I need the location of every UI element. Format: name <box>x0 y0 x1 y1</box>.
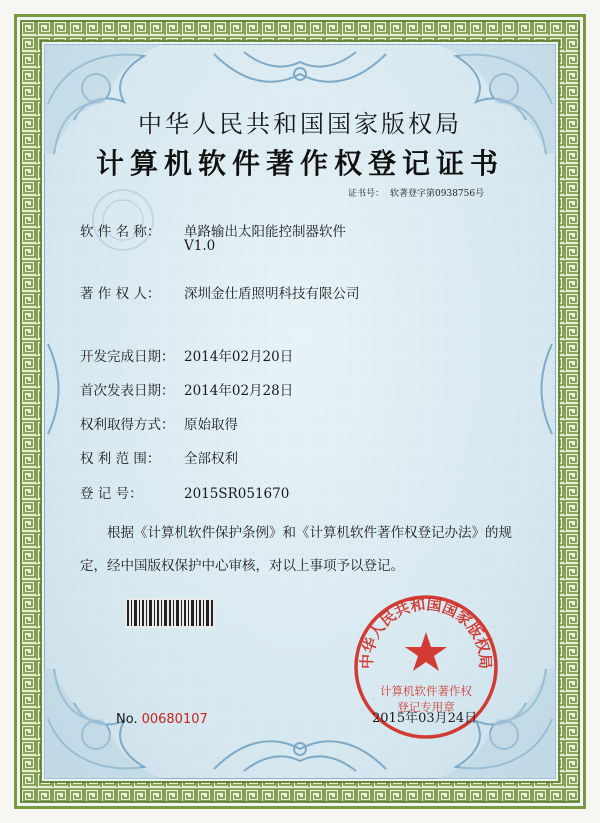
serial-number <box>116 712 208 727</box>
serial-value: 00680107 <box>141 712 208 727</box>
field-scope <box>80 447 238 467</box>
certificate-number-label: 证书号： <box>348 189 385 199</box>
field-label: 著 作 权 人： <box>80 286 161 302</box>
field-label: 权 利 范 围： <box>80 451 161 467</box>
field-value: 2014年02月28日 <box>184 383 294 399</box>
seal-line-2: 登记专用章 <box>397 700 455 714</box>
field-value: 全部权利 <box>184 451 238 467</box>
field-pub-date <box>80 379 293 399</box>
field-software-name <box>80 220 346 240</box>
field-value: 原始取得 <box>184 417 238 433</box>
barcode-icon <box>125 598 215 628</box>
field-value: 2015SR051670 <box>184 486 290 502</box>
issuing-authority: 中华人民共和国国家版权局 <box>138 110 462 138</box>
certificate-title: 计算机软件著作权登记证书 <box>95 147 504 180</box>
certificate-number-value: 软著登字第0938756号 <box>390 189 485 199</box>
field-label: 首次发表日期： <box>80 383 175 399</box>
field-label: 权利取得方式： <box>80 417 175 433</box>
seal-line-1: 计算机软件著作权 <box>380 684 472 698</box>
certification-statement: 根据《计算机软件保护条例》和《计算机软件著作权登记办法》的规定，经中国版权保护中心审核，对以上事项予以登记。 <box>80 525 512 574</box>
field-value: 深圳金仕盾照明科技有限公司 <box>184 286 360 302</box>
field-dev-date <box>80 345 293 365</box>
field-software-version <box>80 238 215 254</box>
serial-prefix: No. <box>116 712 138 727</box>
field-registration-number <box>80 482 289 502</box>
star-icon <box>405 632 447 671</box>
field-label: 开发完成日期： <box>80 349 175 365</box>
certificate-number <box>348 186 484 199</box>
field-label: 登 记 号： <box>80 486 143 502</box>
seal-ring-text: 中华人民共和国国家版权局 <box>357 595 495 670</box>
field-value: 单路输出太阳能控制器软件 <box>184 224 346 240</box>
field-acquire-method <box>80 413 238 433</box>
issue-date: 2015年03月24日 <box>372 711 478 726</box>
field-owner <box>80 282 360 302</box>
field-value-version: V1.0 <box>184 238 216 254</box>
field-label: 软 件 名 称： <box>80 224 161 240</box>
field-value: 2014年02月20日 <box>184 349 294 365</box>
